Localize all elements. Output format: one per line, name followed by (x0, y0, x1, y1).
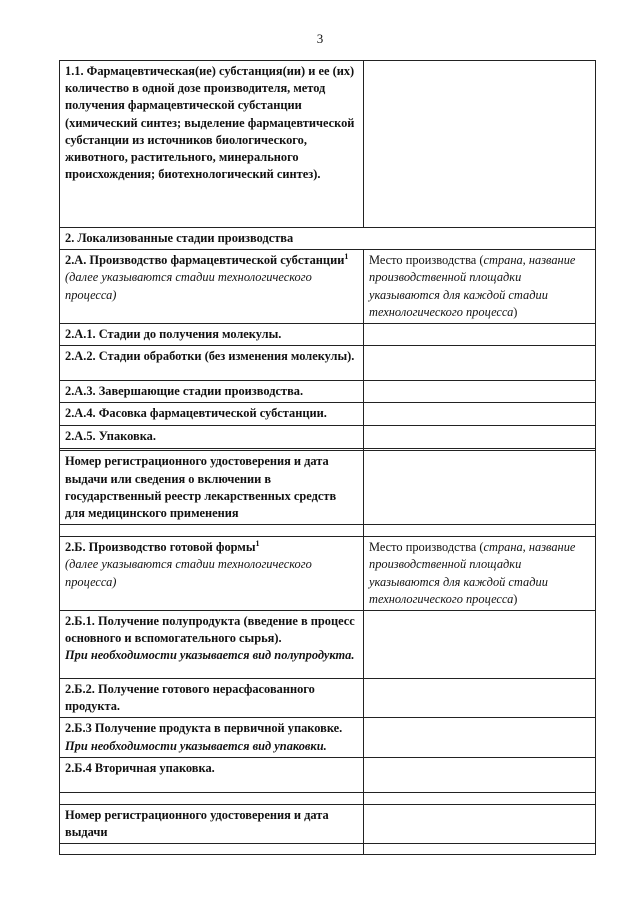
row-2a4 (60, 403, 596, 426)
place-header-2b (364, 537, 596, 611)
value-2b1[interactable] (364, 611, 596, 679)
row-2a3 (60, 381, 596, 403)
spacer-cell (364, 844, 596, 855)
label-2a-title: 2.А. Производство фармацевтической субстанции (65, 253, 345, 268)
section-localized-stages: 2. Локализованные стадии производства (60, 228, 596, 250)
row-localized-stages (60, 228, 596, 250)
value-2a5[interactable] (364, 426, 596, 449)
label-2b3-title: 2.Б.3 Получение продукта в первичной упаковке. (65, 721, 343, 736)
footnote-mark-2b: 1 (255, 539, 260, 549)
row-registration-1 (60, 451, 596, 525)
row-2b4 (60, 757, 596, 792)
label-2a5: 2.А.5. Упаковка. (60, 426, 364, 449)
value-registration-1[interactable] (364, 451, 596, 525)
value-substance-info[interactable] (364, 61, 596, 228)
value-2a4[interactable] (364, 403, 596, 426)
label-2a1: 2.А.1. Стадии до получения молекулы. (60, 324, 364, 346)
label-2b2: 2.Б.2. Получение готового нерасфасованного продукта. (60, 679, 364, 718)
label-2a3: 2.А.3. Завершающие стадии производства. (60, 381, 364, 403)
place-close-2a: ) (513, 304, 518, 319)
row-spacer (60, 844, 596, 855)
label-2b4: 2.Б.4 Вторичная упаковка. (60, 757, 364, 792)
place-close-2b: ) (513, 591, 518, 606)
row-2b1 (60, 611, 596, 679)
place-note-2a: страна, название производственной площадки указываются для каждой стадии технологического процесса (369, 253, 576, 319)
label-2a-note: (далее указываются стадии технологического процесса) (65, 270, 312, 302)
spacer-cell (364, 525, 596, 537)
row-2a2 (60, 346, 596, 381)
row-2b-finished-form (60, 537, 596, 611)
place-header-2a (364, 250, 596, 324)
footnote-mark-2a: 1 (344, 252, 349, 262)
label-2a2: 2.А.2. Стадии обработки (без изменения молекулы). (60, 346, 364, 381)
row-registration-2 (60, 804, 596, 843)
label-registration-1: Номер регистрационного удостоверения и дата выдачи или сведения о включении в государственный реестр лекарственных средств для медицинского применения (60, 451, 364, 525)
row-2a-substance-production (60, 250, 596, 324)
value-2a1[interactable] (364, 324, 596, 346)
label-2b1 (60, 611, 364, 679)
row-2a1 (60, 324, 596, 346)
row-2b3 (60, 718, 596, 757)
row-spacer (60, 525, 596, 537)
label-2a4: 2.А.4. Фасовка фармацевтической субстанции. (60, 403, 364, 426)
row-spacer (60, 792, 596, 804)
value-2b3[interactable] (364, 718, 596, 757)
value-2a2[interactable] (364, 346, 596, 381)
label-registration-2: Номер регистрационного удостоверения и дата выдачи (60, 804, 364, 843)
place-note-2b: страна, название производственной площадки указываются для каждой стадии технологического процесса (369, 540, 576, 606)
label-2b1-note: При необходимости указывается вид полупродукта. (65, 648, 355, 663)
label-2b (60, 537, 364, 611)
production-form-table (59, 60, 596, 855)
value-2b4[interactable] (364, 757, 596, 792)
label-2b3 (60, 718, 364, 757)
value-2a3[interactable] (364, 381, 596, 403)
spacer-cell (60, 844, 364, 855)
label-2b-note: (далее указываются стадии технологического процесса) (65, 557, 312, 589)
row-2b2 (60, 679, 596, 718)
spacer-cell (60, 525, 364, 537)
label-2b1-title: 2.Б.1. Получение полупродукта (введение в процесс основного и вспомогательного сырья). (65, 614, 355, 646)
label-2b3-note: При необходимости указывается вид упаковки. (65, 738, 327, 753)
label-2a (60, 250, 364, 324)
label-2b-title: 2.Б. Производство готовой формы (65, 540, 256, 555)
label-substance-info: 1.1. Фармацевтическая(ие) субстанция(ии) и ее (их) количество в одной дозе производителя, метод получения фармацевтической субстанции (химический синтез; выделение фармацевтической субстанции из источников биологического, животного, растительного, минерального происхождения; биотехнологический синтез). (60, 61, 364, 228)
place-plain-2a: Место производства ( (369, 253, 484, 268)
spacer-cell (364, 792, 596, 804)
spacer-cell (60, 792, 364, 804)
row-2a5 (60, 426, 596, 449)
place-plain-2b: Место производства ( (369, 540, 484, 555)
page-number: 3 (316, 31, 324, 46)
row-substance-info (60, 61, 596, 228)
value-registration-2[interactable] (364, 804, 596, 843)
value-2b2[interactable] (364, 679, 596, 718)
